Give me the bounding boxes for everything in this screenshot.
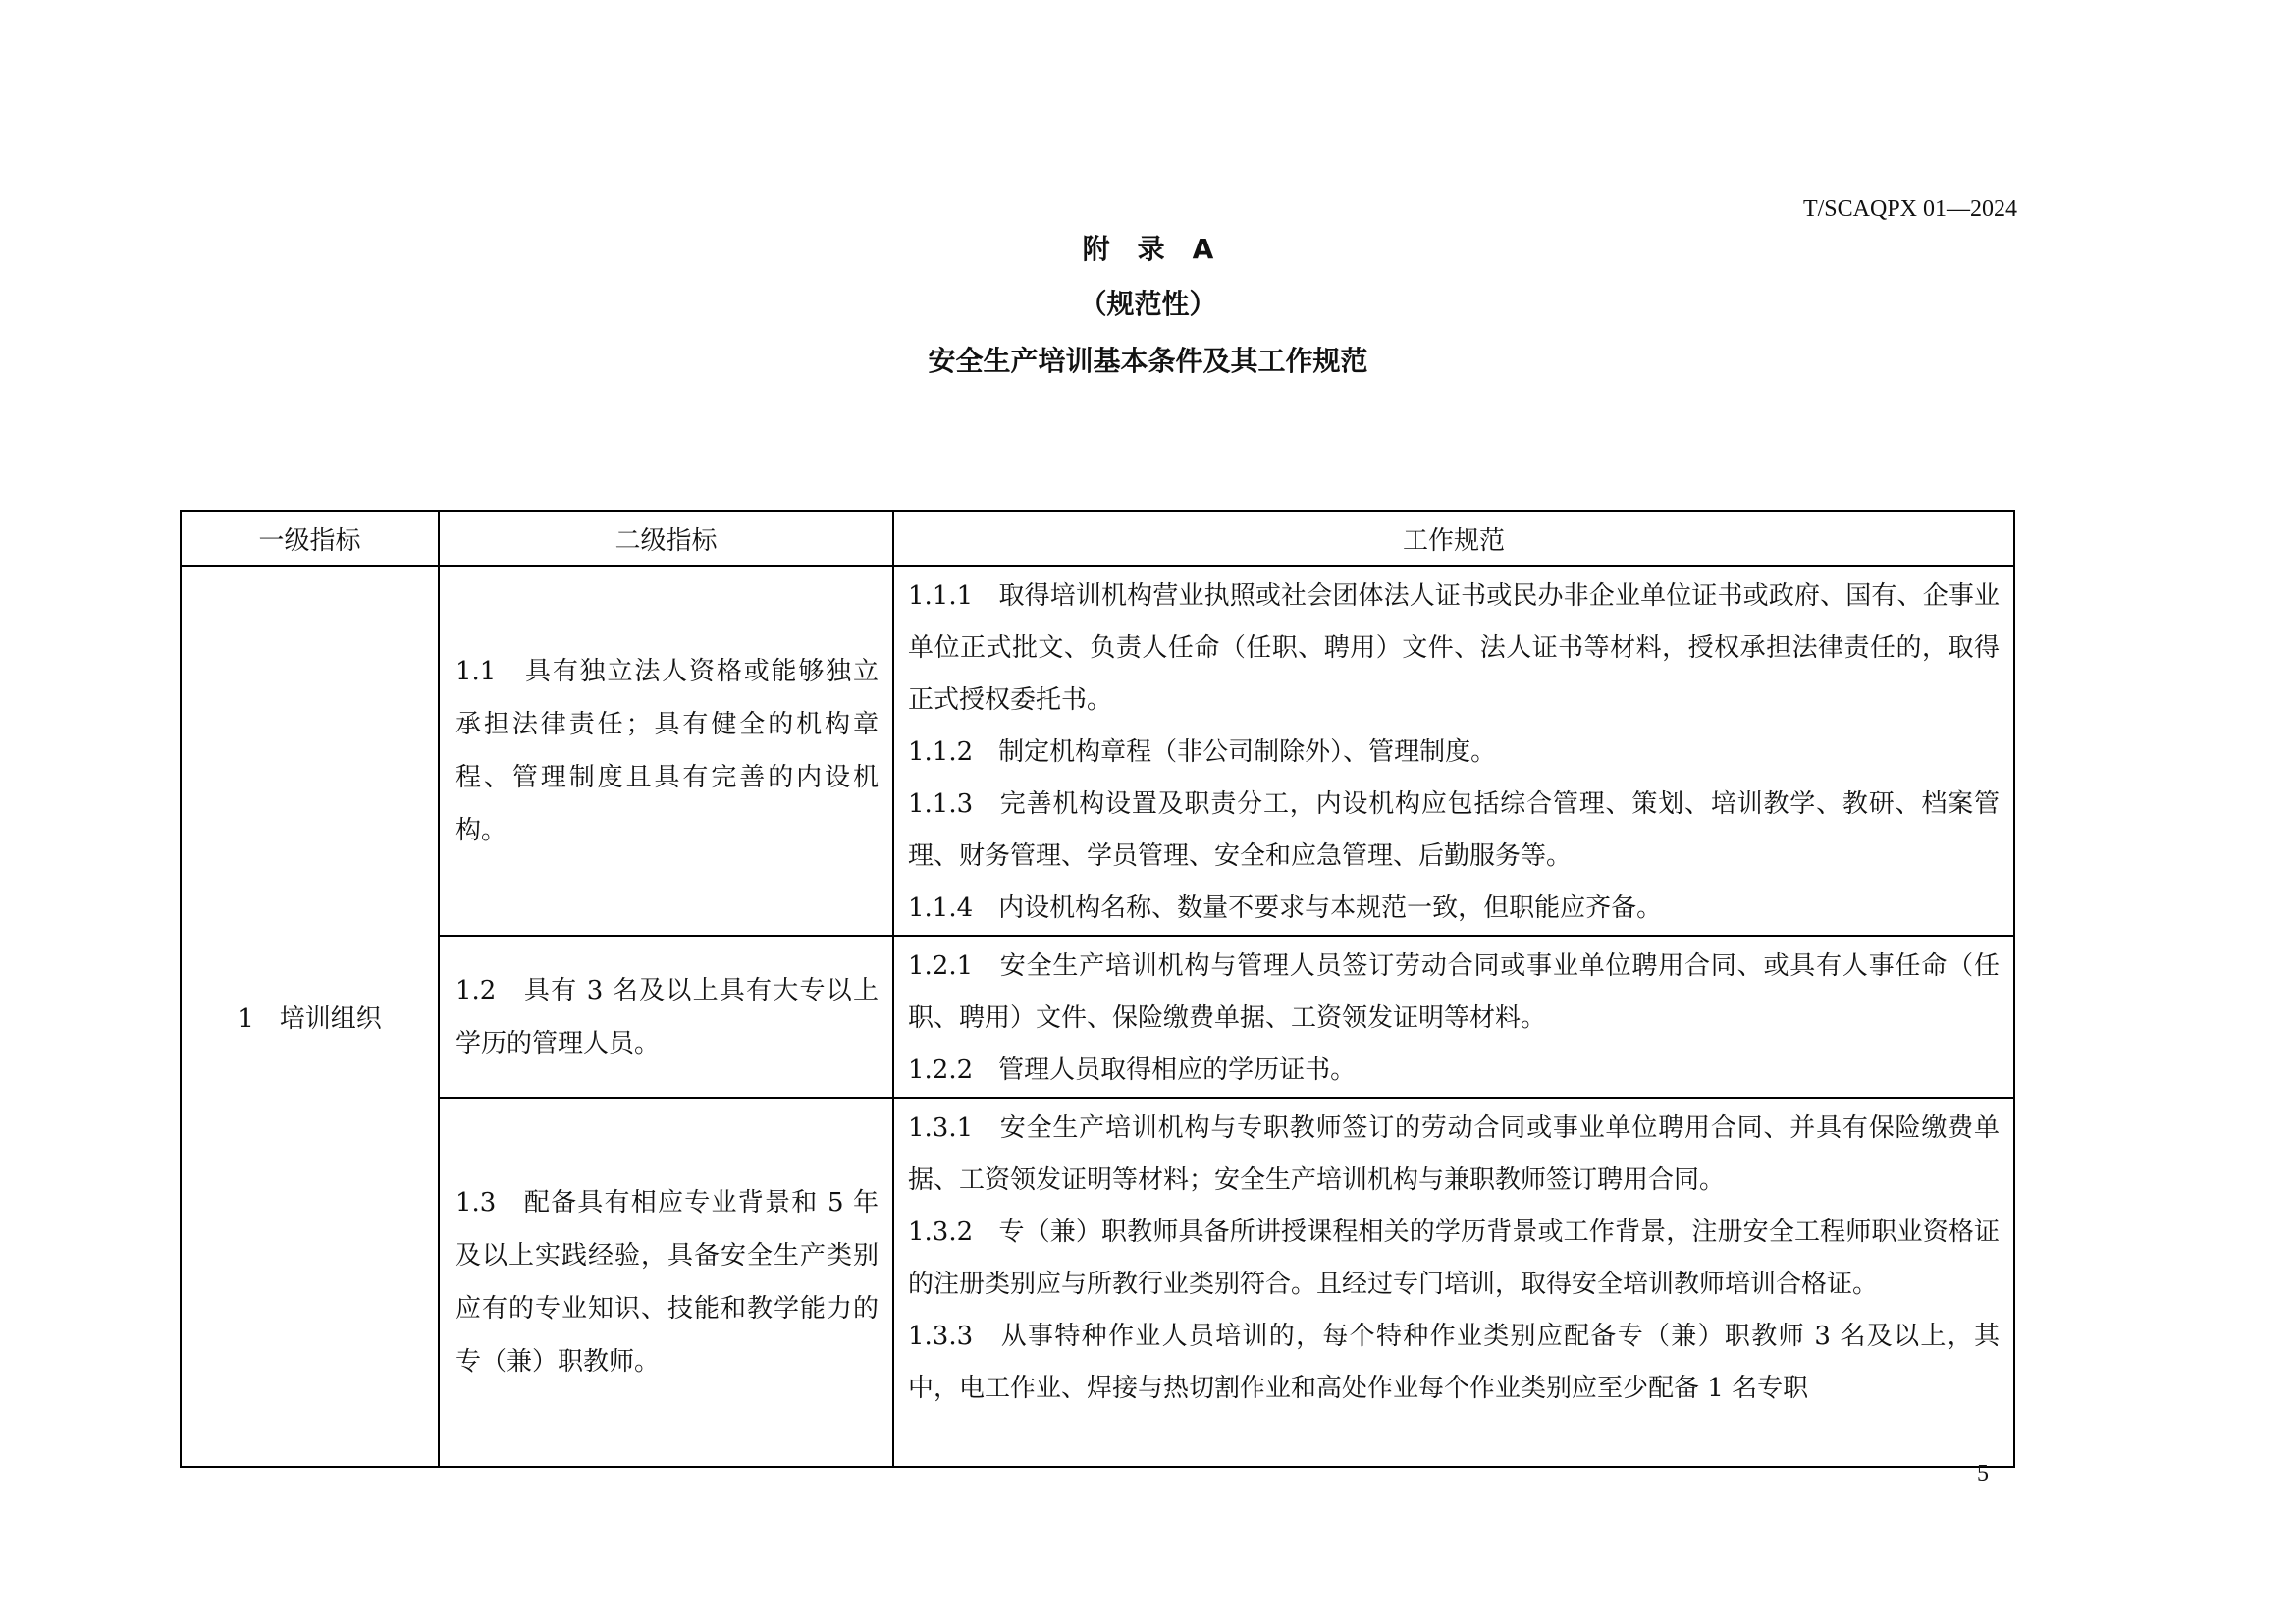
column-header-level2: 二级指标: [439, 511, 893, 566]
table-row: [181, 1098, 2014, 1467]
column-header-level1: 一级指标: [181, 511, 439, 566]
page-number: 5: [1977, 1461, 1989, 1487]
norm-item: 1.2.2 管理人员取得相应的学历证书。: [908, 1056, 1357, 1085]
norm-item: 1.3.3 从事特种作业人员培训的，每个特种作业类别应配备专（兼）职教师 3 名及以上，其中，电工作业、焊接与热切割作业和高处作业每个作业类别应至少配备 1 名专职: [908, 1322, 2000, 1403]
column-header-norms: 工作规范: [893, 511, 2014, 566]
annex-title: 附 录 A: [1082, 233, 1214, 265]
level1-indicator-cell: 1 培训组织: [181, 566, 439, 1467]
work-norms-cell: [893, 1098, 2014, 1467]
norm-item: 1.2.1 安全生产培训机构与管理人员签订劳动合同或事业单位聘用合同、或具有人事任命（任职、聘用）文件、保险缴费单据、工资领发证明等材料。: [908, 951, 2000, 1033]
work-norms-cell: [893, 936, 2014, 1098]
annex-heading: 安全生产培训基本条件及其工作规范: [928, 345, 1368, 377]
level2-indicator-cell: 1.2 具有 3 名及以上具有大专以上学历的管理人员。: [439, 936, 893, 1098]
table-header-row: [181, 511, 2014, 566]
norm-item: 1.1.2 制定机构章程（非公司制除外）、管理制度。: [908, 737, 1497, 767]
norm-item: 1.3.2 专（兼）职教师具备所讲授课程相关的学历背景或工作背景，注册安全工程师职业资格证的注册类别应与所教行业类别符合。且经过专门培训，取得安全培训教师培训合格证。: [908, 1218, 2000, 1299]
norm-item: 1.1.3 完善机构设置及职责分工，内设机构应包括综合管理、策划、培训教学、教研、档案管理、财务管理、学员管理、安全和应急管理、后勤服务等。: [908, 789, 2000, 871]
document-code: T/SCAQPX 01—2024: [1802, 196, 2017, 222]
work-norms-cell: [893, 566, 2014, 936]
annex-nature: （规范性）: [1079, 288, 1217, 320]
specification-table: [180, 510, 2015, 1468]
norm-item: 1.3.1 安全生产培训机构与专职教师签订的劳动合同或事业单位聘用合同、并具有保险缴费单据、工资领发证明等材料；安全生产培训机构与兼职教师签订聘用合同。: [908, 1113, 2000, 1195]
norm-item: 1.1.4 内设机构名称、数量不要求与本规范一致，但职能应齐备。: [908, 893, 1663, 923]
norm-item: 1.1.1 取得培训机构营业执照或社会团体法人证书或民办非企业单位证书或政府、国有、企事业单位正式批文、负责人任命（任职、聘用）文件、法人证书等材料，授权承担法律责任的，取得正式授权委托书。: [908, 581, 2000, 715]
table-row: [181, 566, 2014, 936]
level2-indicator-cell: 1.1 具有独立法人资格或能够独立承担法律责任；具有健全的机构章程、管理制度且具有完善的内设机构。: [439, 566, 893, 936]
level2-indicator-cell: 1.3 配备具有相应专业背景和 5 年及以上实践经验，具备安全生产类别应有的专业知识、技能和教学能力的专（兼）职教师。: [439, 1098, 893, 1467]
table-row: [181, 936, 2014, 1098]
